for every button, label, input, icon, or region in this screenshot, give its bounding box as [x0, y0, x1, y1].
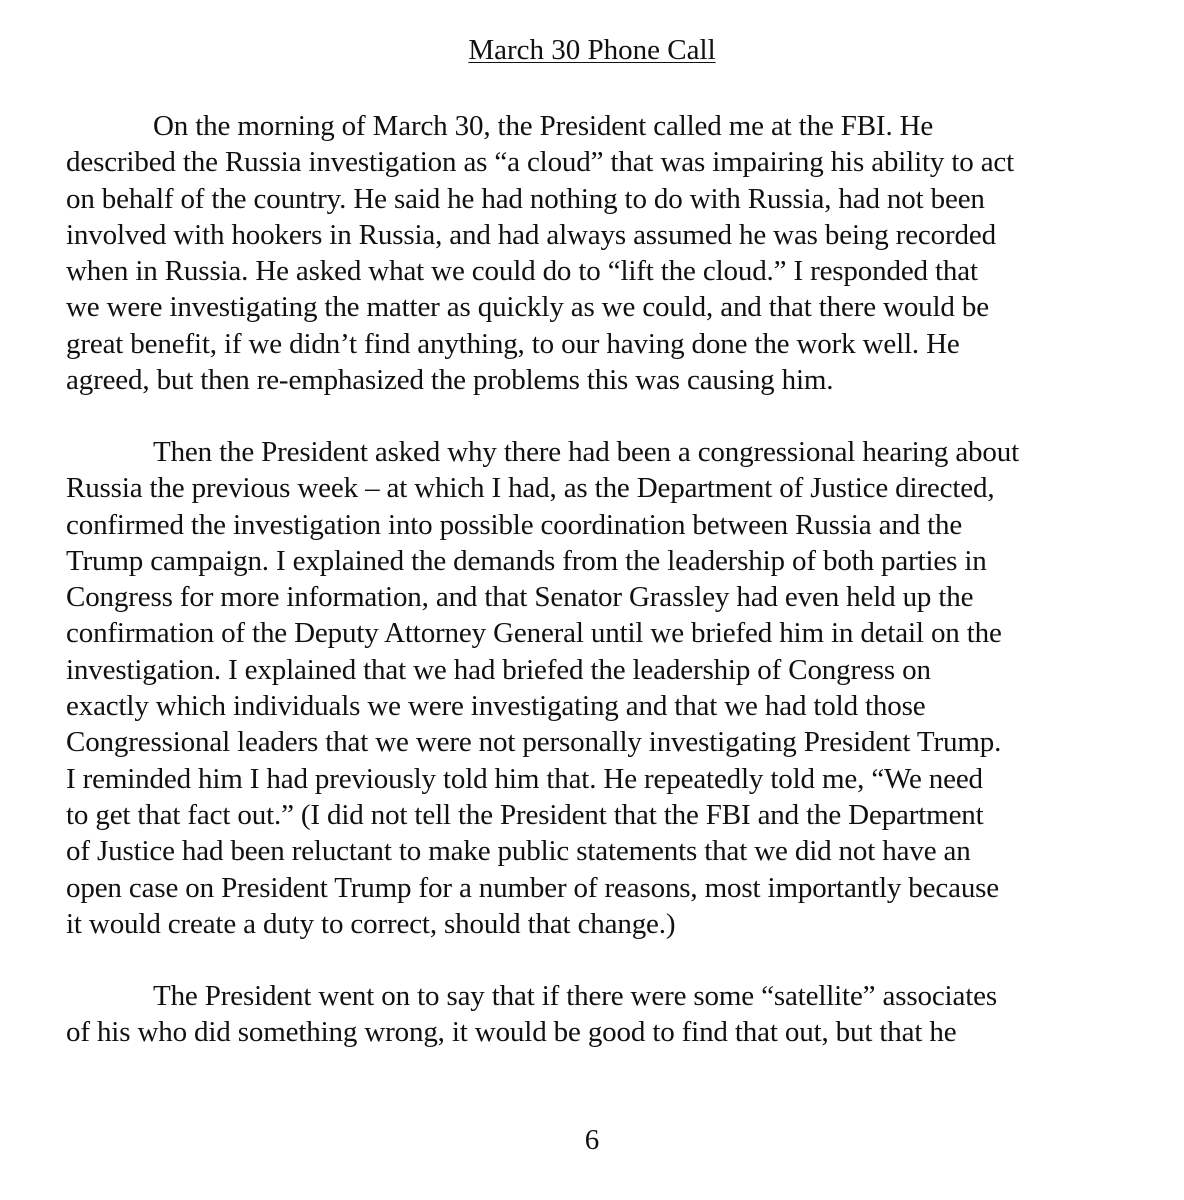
paragraph-line: The President went on to say that if there were some “satellite” associates [153, 980, 997, 1012]
paragraph-line: great benefit, if we didn’t find anything, to our having done the work well. He [66, 327, 960, 360]
paragraph-line: it would create a duty to correct, should that change.) [66, 907, 676, 940]
page-number: 6 [584, 1124, 600, 1156]
paragraph-line: on behalf of the country. He said he had nothing to do with Russia, had not been [66, 182, 985, 215]
paragraph-line: involved with hookers in Russia, and had always assumed he was being recorded [66, 218, 996, 251]
paragraph-line: exactly which individuals we were investigating and that we had told those [66, 690, 926, 723]
paragraph-3 [66, 978, 1126, 1051]
paragraph-line: confirmed the investigation into possible coordination between Russia and the [66, 508, 963, 541]
section-heading-text: March 30 Phone Call [468, 34, 716, 66]
paragraph-line: of his who did something wrong, it would be good to find that out, but that he [66, 1016, 957, 1049]
paragraph-2 [66, 434, 1126, 942]
paragraph-line: when in Russia. He asked what we could do to “lift the cloud.” I responded that [66, 255, 978, 288]
paragraph-1 [66, 108, 1126, 398]
paragraph-line: confirmation of the Deputy Attorney General until we briefed him in detail on the [66, 617, 1002, 650]
paragraph-line: Then the President asked why there had been a congressional hearing about [153, 436, 1020, 468]
paragraph-line: of Justice had been reluctant to make public statements that we did not have an [66, 835, 971, 868]
paragraph-line: Congressional leaders that we were not personally investigating President Trump. [66, 726, 1002, 759]
paragraph-line: to get that fact out.” (I did not tell the President that the FBI and the Department [66, 798, 984, 831]
paragraph-line: investigation. I explained that we had briefed the leadership of Congress on [66, 653, 931, 686]
paragraph-line: Russia the previous week – at which I had, as the Department of Justice directed, [66, 472, 995, 505]
paragraph-line: Trump campaign. I explained the demands from the leadership of both parties in [66, 544, 987, 577]
paragraph-line: we were investigating the matter as quickly as we could, and that there would be [66, 291, 989, 324]
paragraph-line: described the Russia investigation as “a cloud” that was impairing his ability to act [66, 146, 1015, 179]
paragraph-line: open case on President Trump for a number of reasons, most importantly because [66, 871, 1000, 904]
paragraph-line: I reminded him I had previously told him that. He repeatedly told me, “We need [66, 762, 983, 795]
paragraph-line: agreed, but then re-emphasized the problems this was causing him. [66, 364, 834, 397]
paragraph-line: Congress for more information, and that Senator Grassley had even held up the [66, 581, 974, 614]
paragraph-line: On the morning of March 30, the President called me at the FBI. He [153, 110, 934, 142]
section-heading [0, 30, 1184, 70]
